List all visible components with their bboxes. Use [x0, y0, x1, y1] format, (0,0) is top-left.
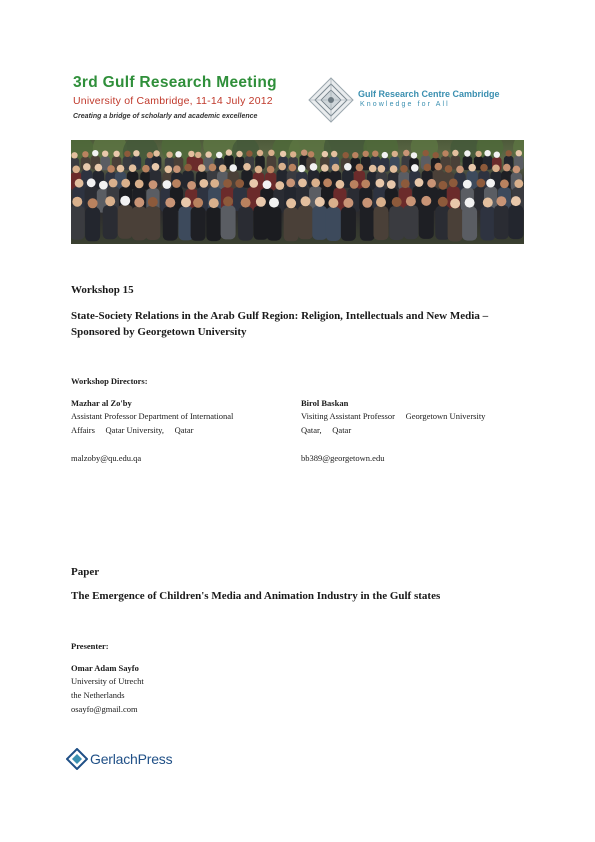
director-affiliation-line-2: Affairs Qatar University, Qatar — [71, 425, 194, 435]
person-head — [506, 150, 512, 156]
person-head — [243, 163, 251, 171]
person-head — [83, 163, 91, 171]
person-body — [206, 207, 221, 241]
person-body — [341, 207, 356, 241]
person-head — [332, 164, 340, 172]
presenter-affiliation: University of Utrecht — [71, 676, 144, 686]
person-head — [165, 198, 175, 208]
director-card-2 — [301, 398, 531, 465]
publisher-name — [90, 751, 172, 767]
person-body — [253, 206, 268, 240]
director-email: bb389@georgetown.edu — [301, 453, 385, 463]
person-head — [411, 164, 419, 172]
person-head — [241, 198, 251, 208]
person-body — [298, 205, 313, 239]
person-head — [113, 151, 119, 157]
person-head — [268, 150, 274, 156]
person-head — [378, 165, 386, 173]
person-head — [475, 151, 481, 157]
person-head — [352, 152, 358, 158]
person-body — [145, 206, 160, 240]
director-email: malzoby@qu.edu.qa — [71, 453, 142, 463]
gerlach-press-logo-icon — [66, 748, 88, 770]
person-body — [118, 205, 133, 239]
person-head — [465, 198, 475, 208]
person-head — [223, 196, 233, 206]
person-head — [120, 196, 130, 206]
director-name: Birol Baskan — [301, 398, 349, 408]
person-head — [72, 166, 80, 174]
person-head — [415, 178, 424, 187]
person-head — [236, 151, 242, 157]
person-head — [308, 151, 314, 157]
director-affiliation-line-2: Qatar, Qatar — [301, 425, 352, 435]
person-head — [290, 151, 296, 157]
conference-tagline: Creating a bridge of scholarly and academic excellence — [73, 113, 258, 120]
person-head — [310, 163, 318, 171]
person-head — [361, 180, 370, 189]
person-head — [376, 197, 386, 207]
person-head — [445, 165, 453, 173]
person-head — [109, 179, 118, 188]
presenter-email: osayfo@gmail.com — [71, 704, 138, 714]
person-head — [147, 152, 153, 158]
person-head — [514, 179, 523, 188]
presenter-card — [71, 663, 144, 716]
person-head — [424, 164, 432, 172]
person-body — [221, 205, 236, 239]
person-body — [494, 205, 509, 239]
person-head — [301, 196, 311, 206]
person-head — [406, 196, 416, 206]
person-head — [263, 180, 272, 189]
person-body — [85, 207, 100, 241]
person-head — [249, 179, 258, 188]
paper-title: The Emergence of Children's Media and Animation Industry in the Gulf states — [71, 590, 441, 602]
person-body — [480, 207, 495, 241]
person-head — [298, 179, 307, 188]
director-affiliation-line-1: Visiting Assistant Professor Georgetown University — [301, 411, 486, 421]
person-head — [195, 152, 201, 158]
person-head — [331, 151, 337, 157]
person-head — [216, 152, 222, 158]
person-head — [278, 163, 286, 171]
person-head — [117, 165, 125, 173]
person-head — [311, 178, 320, 187]
person-head — [193, 198, 203, 208]
person-head — [256, 197, 266, 207]
person-head — [235, 179, 244, 188]
person-head — [411, 152, 417, 158]
person-head — [496, 196, 506, 206]
director-affiliation-line-1: Assistant Professor Department of International — [71, 411, 234, 421]
person-head — [450, 199, 460, 209]
person-body — [326, 207, 341, 241]
person-body — [448, 208, 463, 242]
person-head — [99, 181, 108, 190]
person-head — [387, 180, 396, 189]
presenter-name: Omar Adam Sayfo — [71, 663, 139, 673]
person-head — [403, 150, 409, 156]
person-head — [219, 165, 227, 173]
group-photo — [71, 140, 524, 244]
person-head — [494, 152, 500, 158]
person-head — [456, 166, 464, 174]
person-body — [374, 206, 389, 240]
person-head — [486, 179, 495, 188]
person-body — [312, 206, 327, 240]
person-head — [87, 178, 96, 187]
person-head — [148, 197, 158, 207]
person-head — [188, 151, 194, 157]
directors-label: Workshop Directors: — [71, 376, 148, 386]
person-head — [390, 165, 398, 173]
person-head — [209, 164, 217, 172]
person-head — [421, 196, 431, 206]
person-head — [88, 198, 98, 208]
person-head — [356, 164, 364, 172]
person-head — [382, 152, 388, 158]
person-head — [82, 151, 88, 157]
person-head — [269, 198, 279, 208]
person-head — [105, 196, 115, 206]
person-head — [121, 179, 130, 188]
person-head — [102, 151, 108, 157]
person-head — [142, 165, 150, 173]
person-head — [107, 165, 115, 173]
person-head — [124, 151, 130, 157]
person-head — [175, 151, 181, 157]
person-head — [492, 165, 500, 173]
person-head — [483, 198, 493, 208]
person-head — [286, 179, 295, 188]
person-body — [360, 207, 375, 241]
person-head — [149, 180, 158, 189]
person-head — [199, 179, 208, 188]
person-head — [298, 165, 306, 173]
person-head — [209, 198, 219, 208]
person-head — [133, 150, 139, 156]
person-head — [463, 180, 472, 189]
person-head — [315, 197, 325, 207]
person-head — [152, 163, 160, 171]
person-head — [423, 150, 429, 156]
person-head — [163, 180, 172, 189]
person-head — [286, 198, 296, 208]
person-head — [433, 152, 439, 158]
person-head — [480, 164, 488, 172]
org-tagline: Knowledge for All — [360, 101, 450, 108]
person-head — [166, 152, 172, 158]
person-head — [257, 150, 263, 156]
paper-label: Paper — [71, 566, 100, 578]
person-body — [462, 207, 477, 241]
person-head — [400, 165, 408, 173]
person-head — [392, 197, 402, 207]
workshop-title: State-Society Relations in the Arab Gulf Region: Religion, Intellectuals and New Media – Sponsored by Georgetown University — [71, 310, 489, 338]
person-head — [468, 164, 476, 172]
person-head — [321, 164, 329, 172]
publisher-name-part-2: Press — [137, 751, 173, 767]
person-body — [163, 207, 178, 241]
person-body — [238, 207, 253, 241]
director-name: Mazhar al Zo'by — [71, 398, 132, 408]
person-head — [184, 164, 192, 172]
presenter-country: the Netherlands — [71, 690, 125, 700]
person-head — [129, 164, 137, 172]
person-head — [322, 151, 328, 157]
org-name: Gulf Research Centre Cambridge — [358, 89, 500, 99]
person-head — [362, 198, 372, 208]
person-head — [135, 180, 144, 189]
person-head — [513, 166, 521, 174]
person-head — [165, 166, 173, 174]
person-body — [132, 206, 147, 240]
person-head — [153, 150, 159, 156]
person-head — [363, 151, 369, 157]
person-head — [427, 179, 436, 188]
person-head — [401, 179, 410, 188]
person-head — [336, 180, 345, 189]
person-head — [267, 166, 275, 174]
presenter-label: Presenter: — [71, 641, 109, 651]
person-head — [392, 151, 398, 157]
workshop-label: Workshop 15 — [71, 284, 134, 296]
person-head — [246, 150, 252, 156]
person-head — [173, 165, 181, 173]
person-body — [71, 206, 85, 240]
person-head — [71, 152, 77, 158]
person-head — [516, 150, 522, 156]
person-head — [280, 151, 286, 157]
person-head — [438, 197, 448, 207]
person-head — [511, 196, 521, 206]
person-head — [452, 150, 458, 156]
person-body — [191, 207, 206, 241]
person-body — [267, 207, 282, 241]
person-head — [503, 164, 511, 172]
person-head — [255, 166, 263, 174]
person-head — [328, 198, 338, 208]
person-head — [500, 179, 509, 188]
director-card-1 — [71, 398, 291, 465]
person-head — [134, 197, 144, 207]
person-head — [223, 179, 232, 188]
conference-subtitle: University of Cambridge, 11-14 July 2012 — [73, 95, 273, 107]
person-head — [75, 179, 84, 188]
person-head — [442, 150, 448, 156]
group-photo-crowd — [71, 140, 524, 244]
person-head — [369, 165, 377, 173]
person-body — [508, 205, 523, 239]
person-body — [403, 205, 418, 239]
person-head — [435, 163, 443, 171]
person-head — [95, 164, 103, 172]
person-head — [210, 179, 219, 188]
conference-title: 3rd Gulf Research Meeting — [73, 74, 277, 91]
person-head — [323, 178, 332, 187]
person-head — [301, 150, 307, 156]
person-head — [372, 151, 378, 157]
person-head — [439, 181, 448, 190]
person-head — [449, 179, 458, 188]
person-head — [484, 150, 490, 156]
person-head — [205, 151, 211, 157]
grc-diamond-logo-icon — [308, 77, 354, 123]
person-head — [344, 163, 352, 171]
person-head — [289, 164, 297, 172]
person-head — [477, 179, 486, 188]
person-head — [92, 150, 98, 156]
person-head — [376, 179, 385, 188]
person-head — [172, 179, 181, 188]
person-head — [198, 164, 206, 172]
person-head — [226, 149, 232, 155]
person-head — [72, 197, 82, 207]
person-body — [103, 205, 118, 239]
person-body — [284, 207, 299, 241]
person-head — [343, 198, 353, 208]
publisher-name-part-1: Gerlach — [90, 751, 138, 767]
person-head — [275, 181, 284, 190]
person-head — [187, 181, 196, 190]
person-head — [343, 152, 349, 158]
person-head — [181, 197, 191, 207]
person-head — [229, 164, 237, 172]
person-head — [350, 180, 359, 189]
person-head — [464, 150, 470, 156]
person-body — [389, 206, 404, 240]
person-body — [419, 205, 434, 239]
